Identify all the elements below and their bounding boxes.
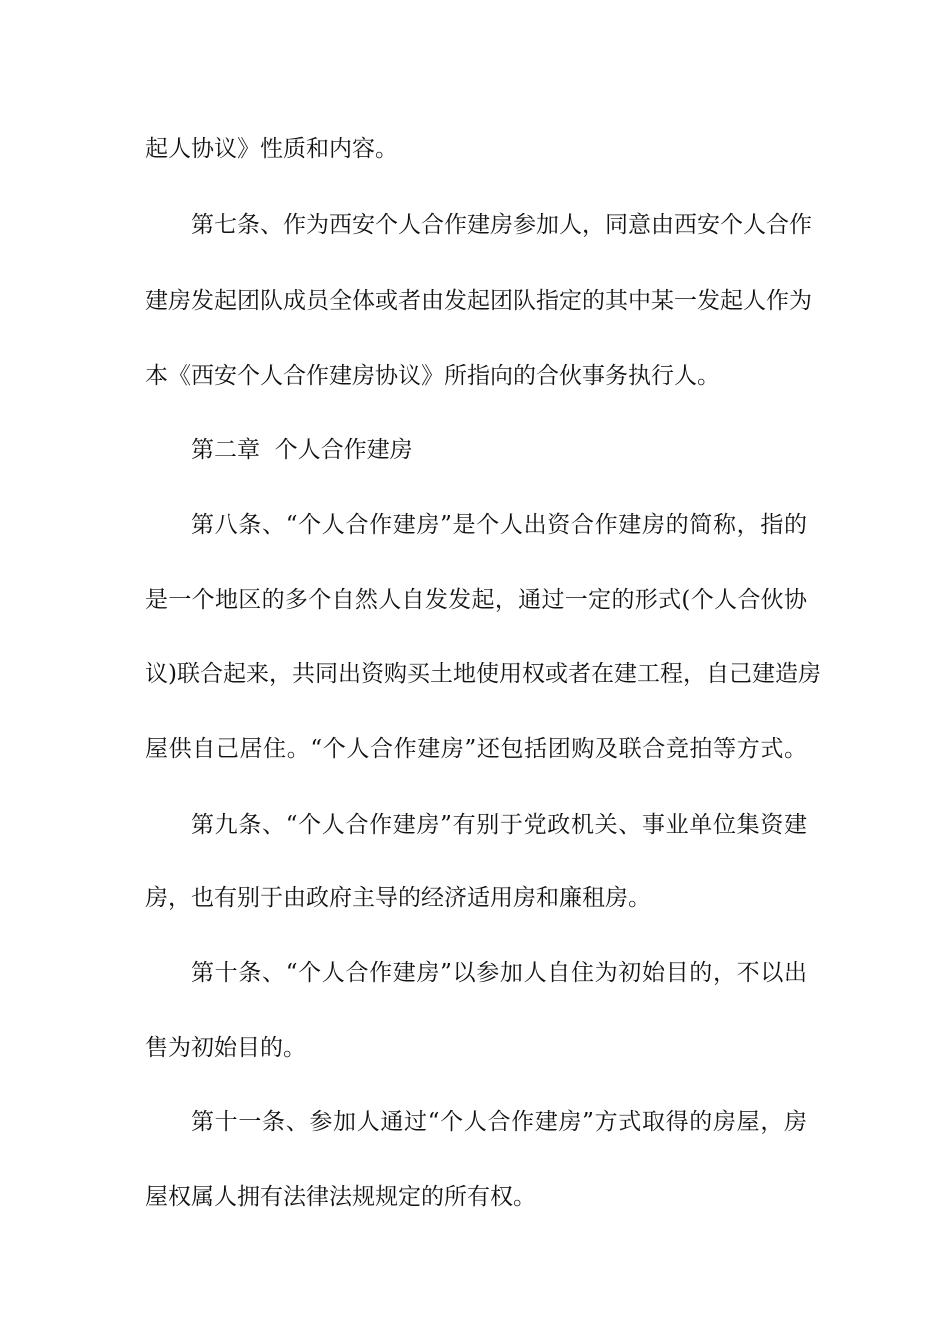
text-line: 第八条、“个人合作建房”是个人出资合作建房的简称，指的 [191, 512, 807, 538]
text-line: 房，也有别于由政府主导的经济适用房和廉租房。 [145, 885, 651, 911]
text-line: 是一个地区的多个自然人自发发起，通过一定的形式(个人合伙协 [145, 587, 807, 613]
text-line: 屋权属人拥有法律法规规定的所有权。 [145, 1184, 536, 1210]
text-line: 本《西安个人合作建房协议》所指向的合伙事务执行人。 [145, 363, 720, 389]
text-line: 第十一条、参加人通过“个人合作建房”方式取得的房屋，房 [191, 1109, 807, 1135]
text-line: 起人协议》性质和内容。 [145, 136, 398, 162]
text-line: 第七条、作为西安个人合作建房参加人，同意由西安个人合作 [191, 212, 812, 238]
text-line: 议)联合起来，共同出资购买土地使用权或者在建工程，自己建造房 [145, 661, 821, 687]
text-line: 建房发起团队成员全体或者由发起团队指定的其中某一发起人作为 [145, 288, 812, 314]
text-line: 第十条、“个人合作建房”以参加人自住为初始目的，不以出 [191, 960, 807, 986]
text-line: 第九条、“个人合作建房”有别于党政机关、事业单位集资建 [191, 812, 807, 838]
text-line: 屋供自己居住。“个人合作建房”还包括团购及联合竞拍等方式。 [145, 736, 807, 762]
text-line: 售为初始目的。 [145, 1035, 306, 1061]
chapter-heading: 第二章 个人合作建房 [191, 437, 413, 463]
